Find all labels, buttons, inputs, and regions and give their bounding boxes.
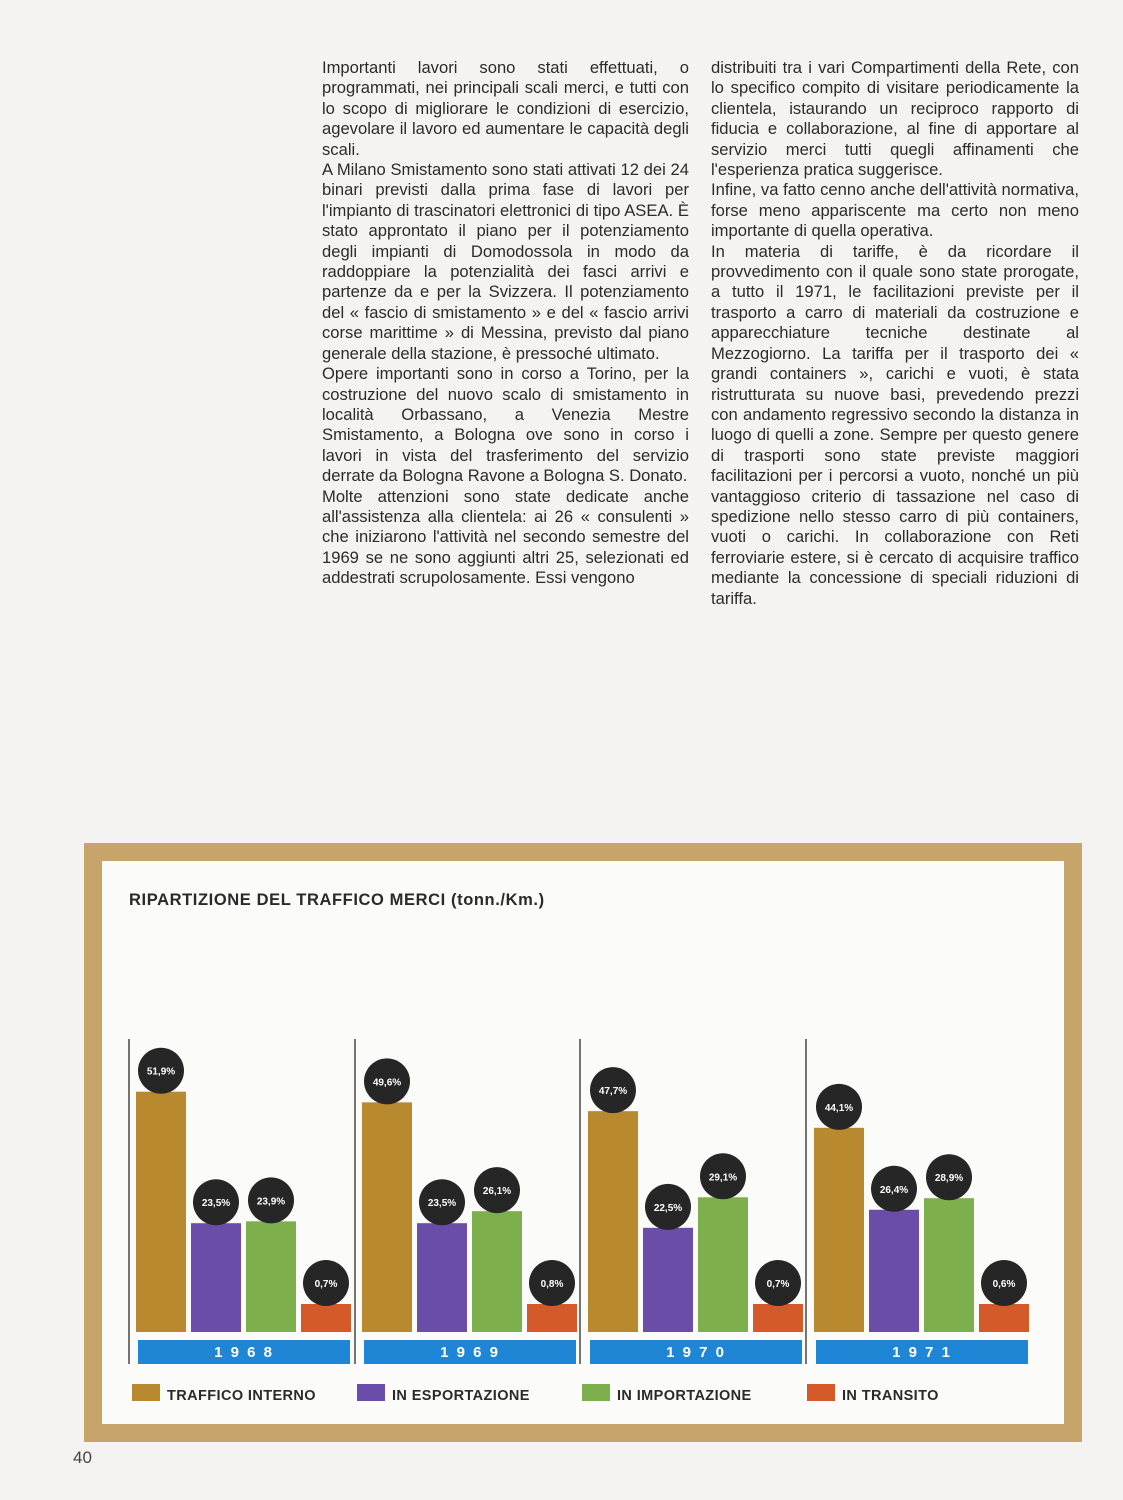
bar-1: [362, 1102, 412, 1332]
bar-2: [643, 1228, 693, 1332]
bar-1: [136, 1092, 186, 1332]
text-column-right: [711, 58, 1079, 609]
data-label: 29,1%: [708, 1172, 738, 1184]
bar-chart: [102, 861, 1064, 1424]
bar-3: [698, 1197, 748, 1332]
legend-swatch: [582, 1384, 610, 1401]
paragraph: Importanti lavori sono stati effettuati, o programmati, nei principali scali merci, e tutti con lo scopo di migliorare le condizioni di esercizio, agevolare il lavoro ed aumentare le capacità degli scali.: [322, 58, 689, 159]
legend-swatch: [132, 1384, 160, 1401]
legend-label: IN IMPORTAZIONE: [617, 1388, 752, 1404]
year-label: 1 9 6 8: [214, 1344, 274, 1361]
chart-panel: [102, 861, 1064, 1424]
data-label: 26,4%: [879, 1184, 909, 1196]
legend-label: TRAFFICO INTERNO: [167, 1388, 316, 1404]
text-column-left: [322, 58, 689, 589]
paragraph: Infine, va fatto cenno anche dell'attività normativa, forse meno appariscente ma certo non meno importante di quella operativa.: [711, 180, 1079, 241]
data-label: 23,9%: [256, 1196, 286, 1208]
bar-4: [301, 1304, 351, 1332]
legend-swatch: [357, 1384, 385, 1401]
data-label: 23,5%: [427, 1198, 457, 1210]
data-label: 26,1%: [482, 1186, 512, 1198]
data-label: 0,7%: [766, 1279, 790, 1290]
data-label: 22,5%: [653, 1202, 683, 1214]
year-label: 1 9 6 9: [440, 1344, 500, 1361]
paragraph: Opere importanti sono in corso a Torino, per la costruzione del nuovo scalo di smistamento in località Orbassano, a Venezia Mestre Smistamento, a Bologna ove sono in corso i lavori in vista del trasferimento del servizio derrate da Bologna Ravone a Bologna S. Donato.: [322, 364, 689, 486]
chart-title: RIPARTIZIONE DEL TRAFFICO MERCI (tonn./Km.): [129, 891, 545, 909]
bar-3: [472, 1211, 522, 1332]
data-label: 47,7%: [598, 1086, 628, 1098]
bar-3: [924, 1198, 974, 1332]
chart-frame: [84, 843, 1082, 1442]
page-number: 40: [73, 1448, 92, 1467]
data-label: 0,7%: [314, 1279, 338, 1290]
paragraph: A Milano Smistamento sono stati attivati 12 dei 24 binari previsti dalla prima fase di lavori per l'impianto di trascinatori elettronici di tipo ASEA. È stato approntato il piano per il potenziamento degli impianti di Domodossola in modo da raddoppiare la potenzialità dei fasci arrivi e partenze da e per la Svizzera. Il potenziamento del « fascio di smistamento » e del « fascio arrivi corse marittime » di Messina, previsto dal piano generale della stazione, è pressoché ultimato.: [322, 160, 689, 363]
paragraph: Molte attenzioni sono state dedicate anche all'assistenza alla clientela: ai 26 « consulenti » che iniziarono l'attività nel secondo semestre del 1969 se ne sono aggiunti altri 25, selezionati ed addestrati scrupolosamente. Essi vengono: [322, 486, 689, 588]
data-label: 44,1%: [824, 1102, 854, 1114]
bar-4: [753, 1304, 803, 1332]
data-label: 51,9%: [146, 1066, 176, 1078]
bar-2: [417, 1223, 467, 1332]
year-label: 1 9 7 1: [892, 1344, 952, 1361]
data-label: 23,5%: [201, 1198, 231, 1210]
bar-4: [979, 1304, 1029, 1332]
legend-swatch: [807, 1384, 835, 1401]
data-label: 49,6%: [372, 1077, 402, 1089]
bar-1: [588, 1111, 638, 1332]
bar-1: [814, 1128, 864, 1332]
bar-4: [527, 1304, 577, 1332]
legend-label: IN ESPORTAZIONE: [392, 1388, 530, 1404]
paragraph: In materia di tariffe, è da ricordare il provvedimento con il quale sono state prorogate, a tutto il 1971, le facilitazioni previste per il trasporto a carro di materiali da costruzione e apparecchiature tecniche destinate al Mezzogiorno. La tariffa per il trasporto dei « grandi containers », carichi e vuoti, è stata ristrutturata su nuove basi, prevedendo prezzi con andamento regressivo secondo la distanza in luogo di quelli a zone. Sempre per questo genere di trasporti sono state previste maggiori facilitazioni per i percorsi a vuoto, nonché un più vantaggioso criterio di tassazione nel caso di spedizione nello stesso carro di più containers, vuoti o carichi. In collaborazione con Reti ferroviarie estere, si è cercato di acquisire traffico mediante la concessione di speciali riduzioni di tariffa.: [711, 241, 1079, 608]
paragraph: distribuiti tra i vari Compartimenti della Rete, con lo specifico compito di visitare periodicamente la clientela, istaurando un reciproco rapporto di fiducia e collaborazione, al fine di apportare al servizio merci tutti quegli affinamenti che l'esperienza pratica suggerisce.: [711, 58, 1079, 180]
bar-2: [869, 1210, 919, 1332]
year-label: 1 9 7 0: [666, 1344, 726, 1361]
bar-3: [246, 1221, 296, 1332]
data-label: 28,9%: [934, 1173, 964, 1185]
legend-label: IN TRANSITO: [842, 1388, 939, 1404]
bar-2: [191, 1223, 241, 1332]
data-label: 0,6%: [992, 1279, 1016, 1290]
data-label: 0,8%: [540, 1279, 564, 1290]
